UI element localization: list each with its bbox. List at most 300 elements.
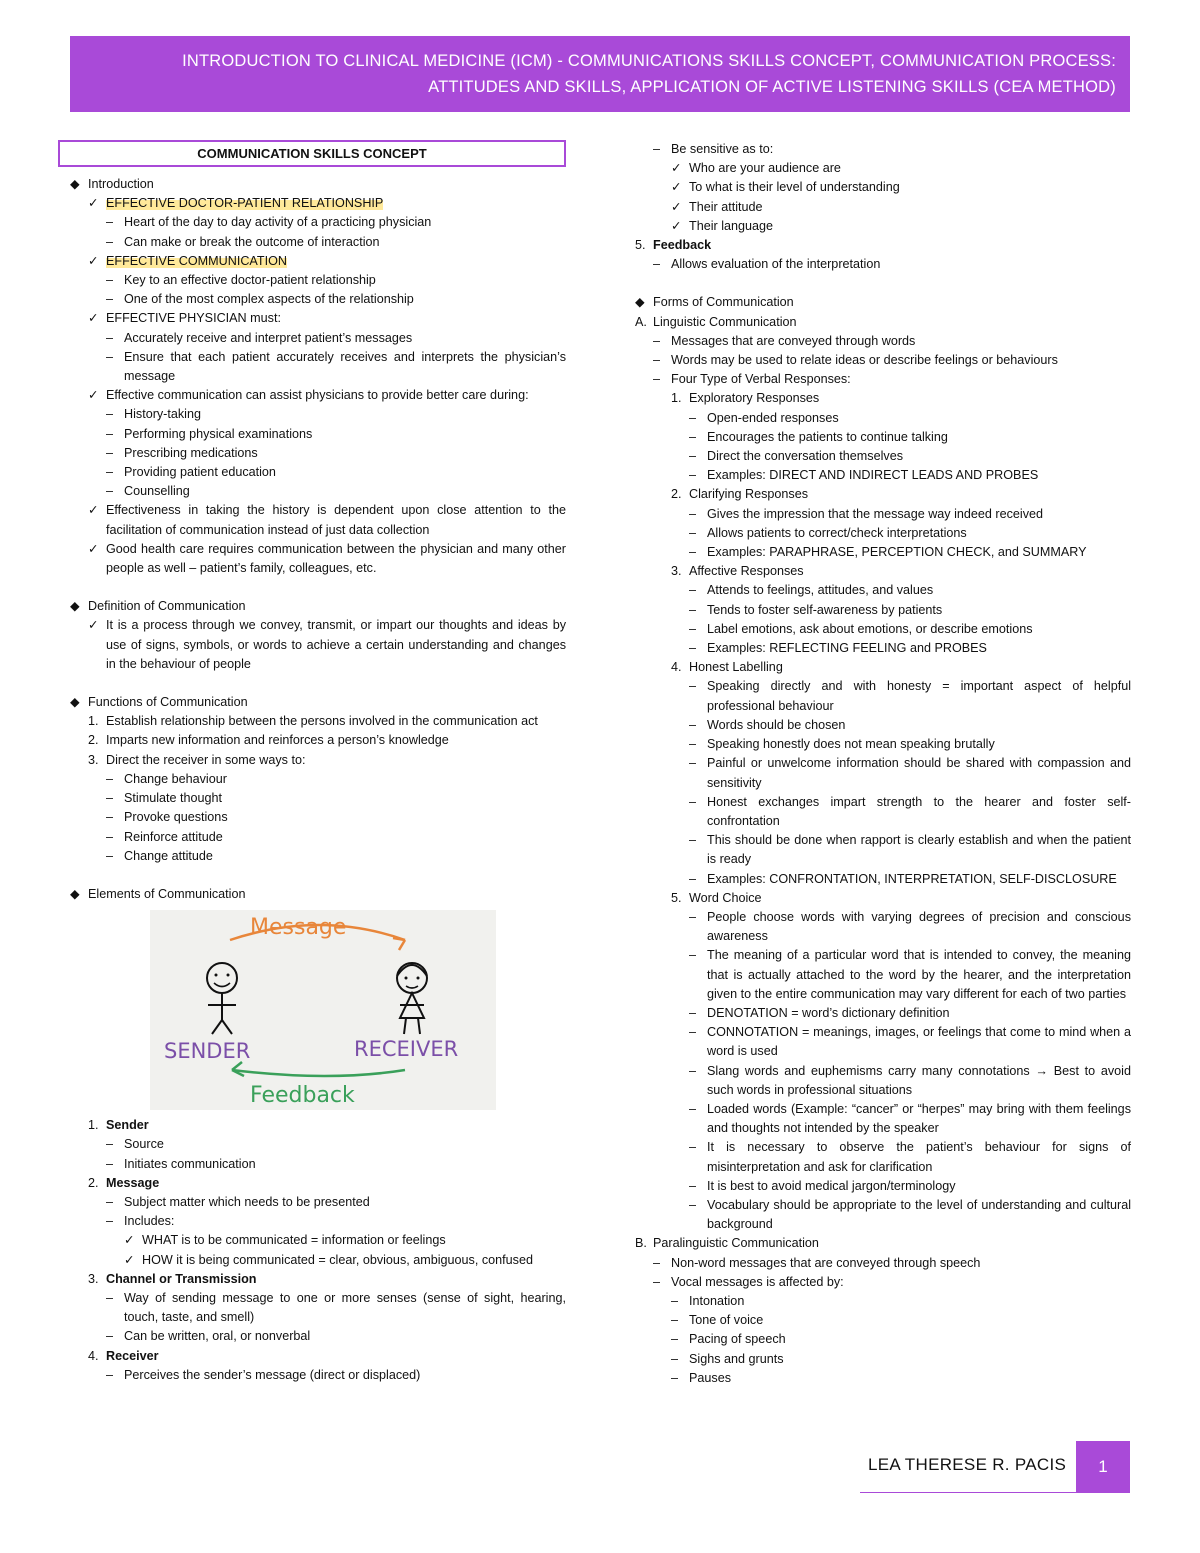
- list-marker: 3.: [88, 1271, 99, 1286]
- list-marker: ✓: [671, 161, 682, 176]
- list-text: Message: [106, 1175, 160, 1190]
- list-text: Word Choice: [689, 890, 762, 905]
- list-text: Examples: PARAPHRASE, PERCEPTION CHECK, and SUMMARY: [707, 545, 1087, 560]
- list-marker: –: [689, 1140, 697, 1155]
- list-item: [70, 1193, 566, 1212]
- list-text: Way of sending message to one or more senses (sense of sight, hearing, touch, taste, and smell): [124, 1290, 566, 1325]
- list-text: Allows evaluation of the interpretation: [671, 257, 881, 272]
- list-marker: –: [653, 257, 661, 272]
- list-item: [70, 482, 566, 501]
- list-marker: –: [689, 506, 697, 521]
- list-item: [70, 194, 566, 213]
- list-item: [635, 313, 1131, 332]
- list-marker: –: [106, 791, 114, 806]
- list-text: Loaded words (Example: “cancer” or “herpes” may bring with them feelings and thoughts not intended by the speaker: [707, 1101, 1131, 1136]
- list-marker: –: [689, 1063, 697, 1078]
- list-item: [635, 1023, 1131, 1061]
- list-text: HOW it is being communicated = clear, obvious, ambiguous, confused: [142, 1252, 533, 1267]
- list-item: [635, 1004, 1131, 1023]
- list-text: Initiates communication: [124, 1156, 256, 1171]
- list-marker: –: [689, 468, 697, 483]
- list-item: [635, 1100, 1131, 1138]
- list-marker: –: [106, 234, 114, 249]
- list-item: [70, 501, 566, 539]
- communication-elements-diagram: [150, 910, 496, 1110]
- list-item: [70, 770, 566, 789]
- list-marker: –: [689, 1025, 697, 1040]
- list-item: [70, 1231, 566, 1250]
- list-marker: –: [106, 1214, 114, 1229]
- list-marker: –: [689, 545, 697, 560]
- list-text: Words should be chosen: [707, 717, 846, 732]
- list-text: It is necessary to observe the patient’s behaviour for signs of misinterpretation and ask for clarification: [707, 1140, 1131, 1174]
- list-marker: 2.: [88, 1175, 99, 1190]
- list-item: [70, 731, 566, 750]
- list-text: Direct the conversation themselves: [707, 449, 903, 464]
- author-name: LEA THERESE R. PACIS: [868, 1455, 1067, 1474]
- list-text: Heart of the day to day activity of a practicing physician: [124, 215, 432, 230]
- list-item: [635, 908, 1131, 946]
- list-text: Speaking honestly does not mean speaking brutally: [707, 737, 995, 752]
- list-text: Effective communication can assist physicians to provide better care during:: [106, 388, 529, 403]
- list-text: Examples: REFLECTING FEELING and PROBES: [707, 641, 987, 656]
- list-marker: –: [106, 426, 114, 441]
- list-text: Paralinguistic Communication: [653, 1236, 819, 1251]
- list-item: [70, 751, 566, 770]
- list-marker: –: [671, 1293, 679, 1308]
- list-text: Their language: [689, 218, 774, 233]
- list-text: Linguistic Communication: [653, 314, 797, 329]
- list-marker: –: [689, 449, 697, 464]
- list-text: EFFECTIVE PHYSICIAN must:: [106, 311, 281, 326]
- list-text: Gives the impression that the message way indeed received: [707, 506, 1044, 521]
- list-text: Tends to foster self-awareness by patients: [707, 602, 943, 617]
- list-marker: –: [689, 410, 697, 425]
- list-item: [635, 1062, 1131, 1100]
- list-item: [70, 463, 566, 482]
- sender-body: [208, 993, 236, 1034]
- list-marker: –: [106, 810, 114, 825]
- list-text: Providing patient education: [124, 465, 276, 480]
- list-item: [635, 793, 1131, 831]
- list-item: [70, 693, 566, 712]
- list-text: Elements of Communication: [88, 886, 246, 901]
- list-text: Non-word messages that are conveyed through speech: [671, 1255, 981, 1270]
- list-text: EFFECTIVE COMMUNICATION: [106, 253, 287, 268]
- list-item: [635, 677, 1131, 715]
- header-title-line-1: INTRODUCTION TO CLINICAL MEDICINE (ICM) - COMMUNICATIONS SKILLS CONCEPT, COMMUNICATION PROCESS:: [182, 52, 1116, 70]
- list-text: Examples: CONFRONTATION, INTERPRETATION, SELF-DISCLOSURE: [707, 871, 1117, 886]
- list-item: [70, 828, 566, 847]
- list-text: Pacing of speech: [689, 1332, 786, 1347]
- list-text: To what is their level of understanding: [689, 180, 900, 195]
- list-item: [635, 466, 1131, 485]
- list-item: [635, 159, 1131, 178]
- list-marker: ◆: [635, 295, 645, 310]
- list-text: Functions of Communication: [88, 695, 248, 710]
- list-item: [70, 271, 566, 290]
- list-item: [70, 405, 566, 424]
- spacer: [635, 274, 1131, 293]
- list-text: It is a process through we convey, transmit, or impart our thoughts and ideas by use of signs, symbols, or words to achieve a certain understanding and changes in the behaviour of people: [106, 618, 566, 671]
- list-item: [635, 620, 1131, 639]
- list-text: This should be done when rapport is clearly establish and when the patient is ready: [707, 833, 1131, 867]
- list-item: [70, 309, 566, 328]
- list-text: WHAT is to be communicated = information or feelings: [142, 1233, 446, 1248]
- list-item: [70, 329, 566, 348]
- list-marker: –: [689, 525, 697, 540]
- list-marker: ✓: [88, 618, 99, 633]
- list-item: [635, 1330, 1131, 1349]
- list-item: [635, 831, 1131, 869]
- list-item: [635, 716, 1131, 735]
- list-text: Speaking directly and with honesty = important aspect of helpful professional behaviour: [707, 679, 1131, 713]
- list-text: Definition of Communication: [88, 599, 246, 614]
- list-marker: 4.: [88, 1348, 99, 1363]
- spacer: [70, 578, 566, 597]
- list-text: Establish relationship between the persons involved in the communication act: [106, 714, 538, 729]
- list-marker: –: [106, 465, 114, 480]
- list-text: Can be written, oral, or nonverbal: [124, 1329, 311, 1344]
- list-text: EFFECTIVE DOCTOR-PATIENT RELATIONSHIP: [106, 196, 384, 211]
- list-text: Be sensitive as to:: [671, 142, 774, 156]
- list-marker: –: [689, 1178, 697, 1193]
- list-text: Slang words and euphemisms carry many connotations → Best to avoid such words in professional situations: [707, 1063, 1131, 1097]
- list-text: Examples: DIRECT AND INDIRECT LEADS AND PROBES: [707, 468, 1039, 483]
- list-item: [70, 348, 566, 386]
- list-text: Change behaviour: [124, 771, 227, 786]
- list-item: [635, 370, 1131, 389]
- list-marker: –: [689, 756, 697, 771]
- list-item: [70, 540, 566, 578]
- list-text: Words may be used to relate ideas or describe feelings or behaviours: [671, 353, 1058, 368]
- list-item: [70, 233, 566, 252]
- list-marker: 2.: [88, 733, 99, 748]
- list-marker: –: [689, 717, 697, 732]
- list-text: People choose words with varying degrees of precision and conscious awareness: [707, 909, 1131, 944]
- list-marker: –: [653, 1255, 661, 1270]
- list-text: Source: [124, 1137, 164, 1152]
- list-item: [635, 409, 1131, 428]
- list-marker: –: [689, 621, 697, 636]
- footer-rule: [860, 1492, 1078, 1493]
- list-marker: ✓: [671, 218, 682, 233]
- list-item: [70, 252, 566, 271]
- list-marker: –: [689, 641, 697, 656]
- spacer: [70, 674, 566, 693]
- list-text: Reinforce attitude: [124, 829, 223, 844]
- list-text: History-taking: [124, 407, 201, 422]
- sender-head: [207, 963, 237, 993]
- feedback-arrow: [232, 1070, 405, 1076]
- list-marker: –: [689, 429, 697, 444]
- list-item: [635, 1196, 1131, 1234]
- list-item: [635, 236, 1131, 255]
- list-text: Who are your audience are: [689, 161, 841, 176]
- list-marker: ◆: [70, 177, 80, 191]
- list-item: [635, 332, 1131, 351]
- list-marker: A.: [635, 314, 647, 329]
- right-column: [635, 140, 1131, 1388]
- list-text: Receiver: [106, 1348, 159, 1363]
- list-marker: –: [689, 602, 697, 617]
- list-marker: 1.: [88, 714, 99, 729]
- list-item: [70, 616, 566, 674]
- list-item: [635, 140, 1131, 159]
- list-text: Vocabulary should be appropriate to the level of understanding and cultural background: [707, 1197, 1131, 1232]
- list-text: Stimulate thought: [124, 791, 223, 806]
- list-text: Imparts new information and reinforces a person’s knowledge: [106, 733, 449, 748]
- list-item: [635, 255, 1131, 274]
- list-item: [70, 1251, 566, 1270]
- list-text: It is best to avoid medical jargon/terminology: [707, 1178, 956, 1193]
- list-item: [635, 524, 1131, 543]
- list-item: [635, 1177, 1131, 1196]
- list-item: [70, 386, 566, 405]
- list-marker: 5.: [671, 890, 682, 905]
- list-marker: –: [106, 1194, 114, 1209]
- list-item: [635, 1234, 1131, 1253]
- list-marker: ✓: [124, 1252, 135, 1267]
- list-text: Tone of voice: [689, 1313, 764, 1328]
- list-marker: –: [106, 1137, 114, 1152]
- list-item: [70, 444, 566, 463]
- list-text: Allows patients to correct/check interpretations: [707, 525, 967, 540]
- list-text: Introduction: [88, 177, 154, 191]
- list-text: Effectiveness in taking the history is dependent upon close attention to the facilitation of communication instead of just data collection: [106, 503, 566, 537]
- list-item: [70, 1155, 566, 1174]
- list-marker: –: [689, 794, 697, 809]
- list-marker: –: [689, 1101, 697, 1116]
- list-item: [70, 1135, 566, 1154]
- list-marker: 5.: [635, 238, 646, 253]
- list-text: Open-ended responses: [707, 410, 839, 425]
- list-text: Feedback: [653, 238, 712, 253]
- list-marker: 4.: [671, 660, 682, 675]
- list-item: [70, 1289, 566, 1327]
- list-text: Sender: [106, 1118, 149, 1133]
- list-item: [70, 1212, 566, 1231]
- left-column: [70, 140, 566, 1385]
- list-text: Channel or Transmission: [106, 1271, 257, 1286]
- list-item: [635, 389, 1131, 408]
- list-item: [635, 1369, 1131, 1388]
- page-number: 1: [1076, 1441, 1130, 1493]
- list-marker: –: [106, 445, 114, 460]
- list-item: [635, 485, 1131, 504]
- list-item: [635, 639, 1131, 658]
- list-item: [635, 428, 1131, 447]
- list-text: Forms of Communication: [653, 295, 794, 310]
- spacer: [70, 866, 566, 885]
- list-item: [635, 1273, 1131, 1292]
- list-item: [635, 1311, 1131, 1330]
- list-marker: –: [653, 142, 661, 156]
- list-marker: ◆: [70, 886, 80, 901]
- list-marker: –: [653, 353, 661, 368]
- list-marker: 3.: [88, 752, 99, 767]
- list-text: One of the most complex aspects of the relationship: [124, 292, 414, 307]
- list-text: Prescribing medications: [124, 445, 258, 460]
- message-arrowhead: [393, 938, 405, 950]
- list-text: Ensure that each patient accurately receives and interprets the physician’s message: [124, 349, 566, 384]
- list-marker: –: [106, 829, 114, 844]
- feedback-label: Feedback: [250, 1083, 355, 1109]
- feedback-arrowhead: [232, 1062, 244, 1076]
- list-marker: ✓: [88, 196, 99, 211]
- list-marker: –: [106, 484, 114, 499]
- list-text: CONNOTATION = meanings, images, or feelings that come to mind when a word is used: [707, 1025, 1131, 1059]
- list-text: Change attitude: [124, 848, 213, 863]
- list-marker: –: [106, 1156, 114, 1171]
- list-item: [70, 712, 566, 731]
- list-item: [635, 447, 1131, 466]
- list-marker: 3.: [671, 564, 682, 579]
- list-marker: –: [689, 909, 697, 924]
- list-text: Sighs and grunts: [689, 1351, 784, 1366]
- list-item: [70, 175, 566, 194]
- list-marker: –: [653, 372, 661, 387]
- list-item: [70, 1174, 566, 1193]
- list-item: [635, 562, 1131, 581]
- list-text: Direct the receiver in some ways to:: [106, 752, 306, 767]
- list-marker: –: [106, 1367, 114, 1382]
- list-text: Vocal messages is affected by:: [671, 1274, 844, 1289]
- list-marker: –: [106, 771, 114, 786]
- list-item: [635, 581, 1131, 600]
- list-marker: ◆: [70, 599, 80, 614]
- list-marker: ✓: [88, 388, 99, 403]
- list-marker: –: [106, 215, 114, 230]
- list-text: Perceives the sender’s message (direct or displaced): [124, 1367, 421, 1382]
- list-item: [635, 658, 1131, 677]
- message-label: Message: [250, 915, 347, 941]
- list-marker: ✓: [124, 1233, 135, 1248]
- document-header: [70, 36, 1130, 112]
- list-text: Honest Labelling: [689, 660, 783, 675]
- list-item: [635, 1350, 1131, 1369]
- list-marker: –: [689, 871, 697, 886]
- list-text: Attends to feelings, attitudes, and values: [707, 583, 934, 598]
- list-marker: ✓: [671, 199, 682, 214]
- list-text: Painful or unwelcome information should be shared with compassion and sensitivity: [707, 756, 1131, 790]
- list-marker: –: [106, 273, 114, 288]
- list-item: [70, 1270, 566, 1289]
- list-marker: –: [653, 1274, 661, 1289]
- list-marker: –: [689, 737, 697, 752]
- list-marker: –: [689, 833, 697, 848]
- list-item: [635, 601, 1131, 620]
- list-text: Counselling: [124, 484, 190, 499]
- list-item: [70, 425, 566, 444]
- list-text: Clarifying Responses: [689, 487, 808, 502]
- list-marker: –: [671, 1351, 679, 1366]
- list-text: Exploratory Responses: [689, 391, 820, 406]
- list-item: [70, 597, 566, 616]
- list-item: [635, 505, 1131, 524]
- list-item: [635, 754, 1131, 792]
- list-text: Encourages the patients to continue talking: [707, 429, 948, 444]
- list-item: [635, 946, 1131, 1004]
- list-marker: –: [106, 330, 114, 345]
- list-item: [70, 290, 566, 309]
- list-text: Subject matter which needs to be presented: [124, 1194, 370, 1209]
- list-text: Label emotions, ask about emotions, or describe emotions: [707, 621, 1033, 636]
- list-item: [635, 293, 1131, 312]
- list-marker: –: [671, 1313, 679, 1328]
- list-marker: –: [106, 407, 114, 422]
- section-title: COMMUNICATION SKILLS CONCEPT: [58, 140, 566, 167]
- header-title-line-2: ATTITUDES AND SKILLS, APPLICATION OF ACTIVE LISTENING SKILLS (CEA METHOD): [428, 78, 1116, 96]
- list-text: Performing physical examinations: [124, 426, 313, 441]
- list-item: [70, 885, 566, 904]
- list-marker: ✓: [671, 180, 682, 195]
- list-item: [635, 198, 1131, 217]
- list-text: DENOTATION = word’s dictionary definition: [707, 1005, 950, 1020]
- list-marker: –: [689, 1005, 697, 1020]
- list-marker: B.: [635, 1236, 647, 1251]
- list-item: [635, 543, 1131, 562]
- list-item: [70, 789, 566, 808]
- list-text: Messages that are conveyed through words: [671, 333, 916, 348]
- list-marker: –: [653, 333, 661, 348]
- list-item: [70, 1327, 566, 1346]
- list-text: Four Type of Verbal Responses:: [671, 372, 851, 387]
- list-item: [635, 735, 1131, 754]
- list-item: [70, 1116, 566, 1135]
- list-item: [635, 870, 1131, 889]
- list-marker: –: [689, 948, 697, 963]
- list-text: Accurately receive and interpret patient’s messages: [124, 330, 413, 345]
- list-item: [70, 1347, 566, 1366]
- list-marker: –: [106, 292, 114, 307]
- list-marker: –: [689, 1197, 697, 1212]
- list-item: [635, 889, 1131, 908]
- list-item: [70, 808, 566, 827]
- list-text: Intonation: [689, 1293, 745, 1308]
- list-marker: ✓: [88, 503, 99, 518]
- list-item: [635, 1292, 1131, 1311]
- list-marker: –: [689, 679, 697, 694]
- list-marker: –: [671, 1370, 679, 1385]
- list-text: Includes:: [124, 1214, 175, 1229]
- receiver-body: [400, 993, 424, 1034]
- list-marker: –: [106, 848, 114, 863]
- list-text: The meaning of a particular word that is intended to convey, the meaning that is actually attached to the word by the hearer, and the interpretation given to the entire communication may vary different for each of two parties: [707, 948, 1131, 1001]
- list-marker: ✓: [88, 253, 99, 268]
- list-item: [635, 1254, 1131, 1273]
- list-text: Provoke questions: [124, 810, 228, 825]
- list-item: [635, 178, 1131, 197]
- list-text: Good health care requires communication between the physician and many other people as well – patient’s family, colleagues, etc.: [106, 541, 566, 576]
- list-item: [635, 1138, 1131, 1176]
- list-text: Can make or break the outcome of interaction: [124, 234, 380, 249]
- sender-label: SENDER: [164, 1039, 251, 1064]
- list-marker: –: [106, 1329, 114, 1344]
- list-marker: –: [106, 1290, 114, 1305]
- list-marker: 1.: [88, 1118, 99, 1133]
- list-item: [635, 351, 1131, 370]
- list-marker: ✓: [88, 311, 99, 326]
- list-item: [70, 213, 566, 232]
- diagram-svg: [150, 910, 496, 1110]
- list-marker: ✓: [88, 541, 99, 556]
- list-marker: 2.: [671, 487, 682, 502]
- list-text: Pauses: [689, 1370, 732, 1385]
- receiver-label: RECEIVER: [354, 1037, 459, 1062]
- list-item: [70, 847, 566, 866]
- list-text: Affective Responses: [689, 564, 804, 579]
